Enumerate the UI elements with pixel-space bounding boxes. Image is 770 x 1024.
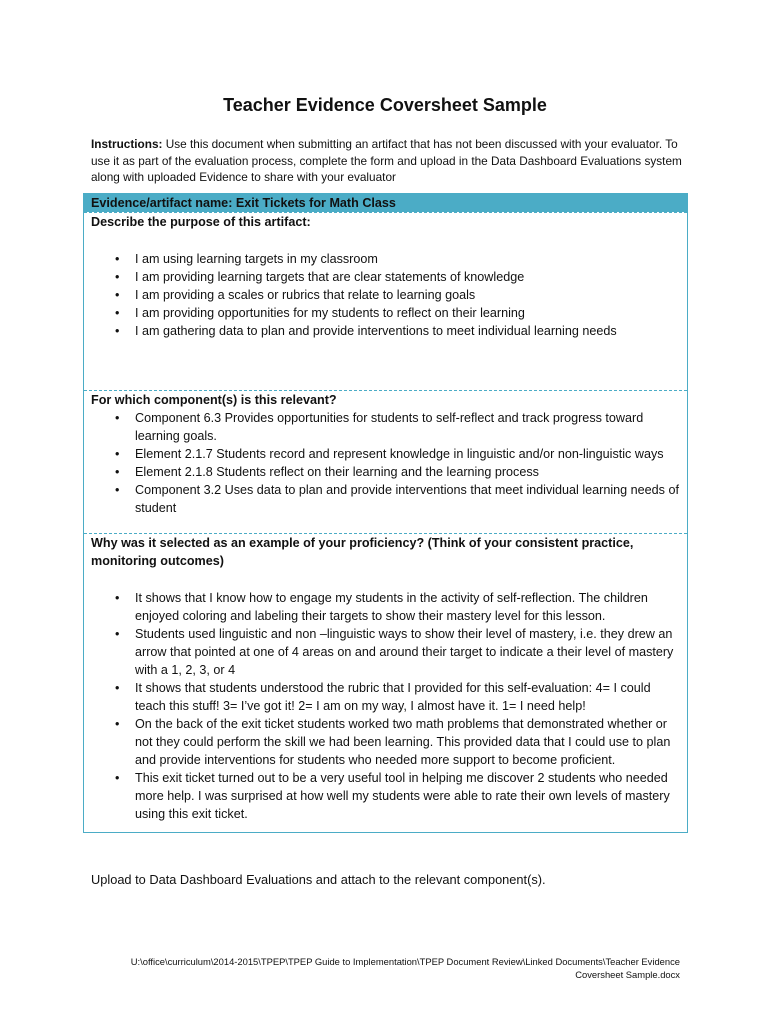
purpose-list <box>91 250 680 340</box>
list-item: • It shows that students understood the rubric that I provided for this self-evaluation: 4= I could teach this stuff! 3= I’ve got it! 2= I am on my way, I almost have it. 1= I need help! <box>135 679 680 715</box>
upload-note: Upload to Data Dashboard Evaluations and attach to the relevant component(s). <box>91 872 546 887</box>
list-item: • Component 3.2 Uses data to plan and provide interventions that meet individual learning needs of student <box>135 481 680 517</box>
instructions <box>91 136 687 186</box>
components-list <box>91 409 680 517</box>
file-path-footer: U:\office\curriculum\2014-2015\TPEP\TPEP Guide to Implementation\TPEP Document Review\Linked Documents\Teacher Evidence Coversheet Sample.docx <box>130 956 680 980</box>
instructions-text: Use this document when submitting an artifact that has not been discussed with your evaluator. To use it as part of the evaluation process, complete the form and upload in the Data Dashboard Evaluations system along with uploaded Evidence to share with your evaluator <box>91 137 682 184</box>
list-item: • I am providing a scales or rubrics that relate to learning goals <box>135 286 680 304</box>
list-item: • Element 2.1.8 Students reflect on their learning and the learning process <box>135 463 680 481</box>
proficiency-section <box>84 533 687 832</box>
list-item: • Students used linguistic and non –linguistic ways to show their level of mastery, i.e. they drew an arrow that pointed at one of 4 areas on and around their target to indicate a their level of mastery with a 1, 2, 3, or 4 <box>135 625 680 679</box>
evidence-table <box>83 193 688 833</box>
list-item: • It shows that I know how to engage my students in the activity of self-reflection. The children enjoyed coloring and labeling their targets to show their mastery level for this lesson. <box>135 589 680 625</box>
proficiency-heading: Why was it selected as an example of your proficiency? (Think of your consistent practice, monitoring outcomes) <box>91 536 634 568</box>
purpose-section <box>84 212 687 390</box>
list-item: • Element 2.1.7 Students record and represent knowledge in linguistic and/or non-linguistic ways <box>135 445 680 463</box>
list-item: • I am gathering data to plan and provide interventions to meet individual learning needs <box>135 322 680 340</box>
list-item: • I am providing opportunities for my students to reflect on their learning <box>135 304 680 322</box>
artifact-name-header: Evidence/artifact name: Exit Tickets for Math Class <box>84 194 687 212</box>
purpose-heading: Describe the purpose of this artifact: <box>91 215 311 229</box>
page-title: Teacher Evidence Coversheet Sample <box>223 95 547 115</box>
list-item: • I am providing learning targets that are clear statements of knowledge <box>135 268 680 286</box>
list-item: • This exit ticket turned out to be a very useful tool in helping me discover 2 students who needed more help. I was surprised at how well my students were able to rate their own levels of mastery using this exit ticket. <box>135 769 680 823</box>
proficiency-list <box>91 589 680 823</box>
instructions-label: Instructions: <box>91 137 163 151</box>
components-heading: For which component(s) is this relevant? <box>91 393 337 407</box>
list-item: • Component 6.3 Provides opportunities for students to self-reflect and track progress toward learning goals. <box>135 409 680 445</box>
list-item: • I am using learning targets in my classroom <box>135 250 680 268</box>
components-section <box>84 390 687 533</box>
list-item: • On the back of the exit ticket students worked two math problems that demonstrated whether or not they could perform the skill we had been learning. This provided data that I could use to plan and provide interventions for students who needed more support to become proficient. <box>135 715 680 769</box>
